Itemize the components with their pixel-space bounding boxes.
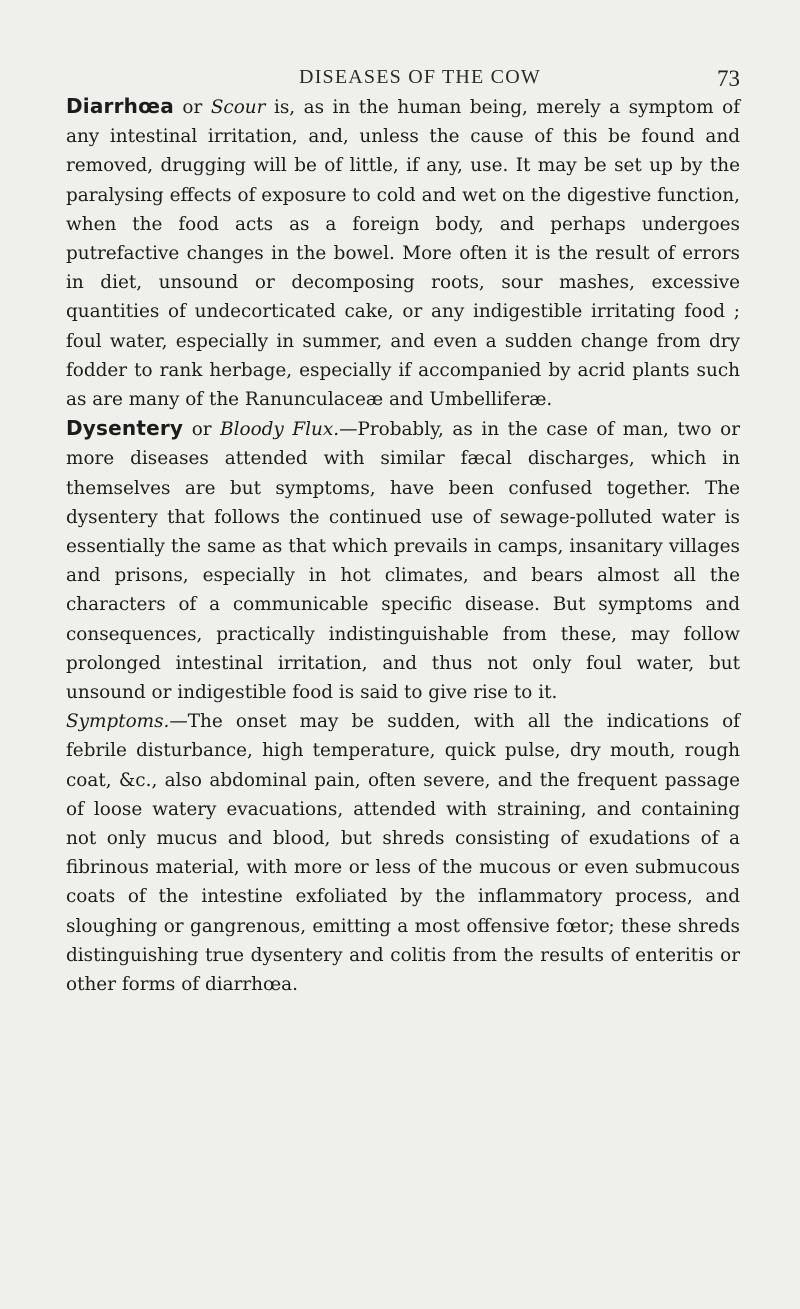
paragraph-symptoms [66,707,740,999]
alt-name-scour: Scour [210,97,266,118]
section-heading-dysentery: Dysentery [66,416,184,441]
paragraph-dysentery [66,414,740,707]
running-head: DISEASES OF THE COW [299,66,541,88]
page-number: 73 [717,66,740,91]
paragraph-diarrhoea [66,92,740,414]
heading-connector: or [173,97,211,118]
paragraph-text: —Probably, as in the case of man, two or more diseases attended with similar fæcal discharges, which in themselves are but symptoms, have been confused together. The dysentery that follows the continued use of sewage-polluted water is essentially the same as that which prevails in camps, insanitary villages and prisons, especially in hot climates, and bears almost all the characters of a communicable specific disease. But symptoms and consequences, practically indistinguishable from these, may follow prolonged intestinal irritation, and thus not only foul water, but unsound or indigestible food is said to give rise to it. [66,419,741,704]
page-body [66,92,740,999]
alt-name-bloody-flux: Bloody Flux. [220,419,340,441]
paragraph-text: is, as in the human being, merely a symptom of any intestinal irritation, and, unless the cause of this be found and removed, drugging will be of little, if any, use. It may be set up by the paralysing effects of exposure to cold and wet on the digestive function, when the food acts as a foreign body, and perhaps undergoes putrefactive changes in the bowel. More often it is the result of errors in diet, unsound or decomposing roots, sour mashes, excessive quantities of undecorticated cake, or any indigestible irritating food ; foul water, especially in summer, and even a sudden change from dry fodder to rank herbage, especially if accompanied by acrid plants such as are many of the Ranunculaceæ and Umbelliferæ. [66,97,740,411]
subheading-symptoms: Symptoms. [66,711,170,733]
paragraph-text: —The onset may be sudden, with all the indications of febrile disturbance, high temperature, quick pulse, dry mouth, rough coat, &c., also abdominal pain, often severe, and the frequent passage of loose watery evacuations, attended with straining, and containing not only mucus and blood, but shreds consisting of exudations of a fibrinous material, with more or less of the mucous or even submucous coats of the intestine exfoliated by the inflammatory process, and sloughing or gangrenous, emitting a most offensive fœtor; these shreds distinguishing true dysentery and colitis from the results of enteritis or other forms of diarrhœa. [66,711,740,996]
heading-connector: or [183,419,221,441]
section-heading-diarrhoea: Diarrhœa [66,94,174,118]
